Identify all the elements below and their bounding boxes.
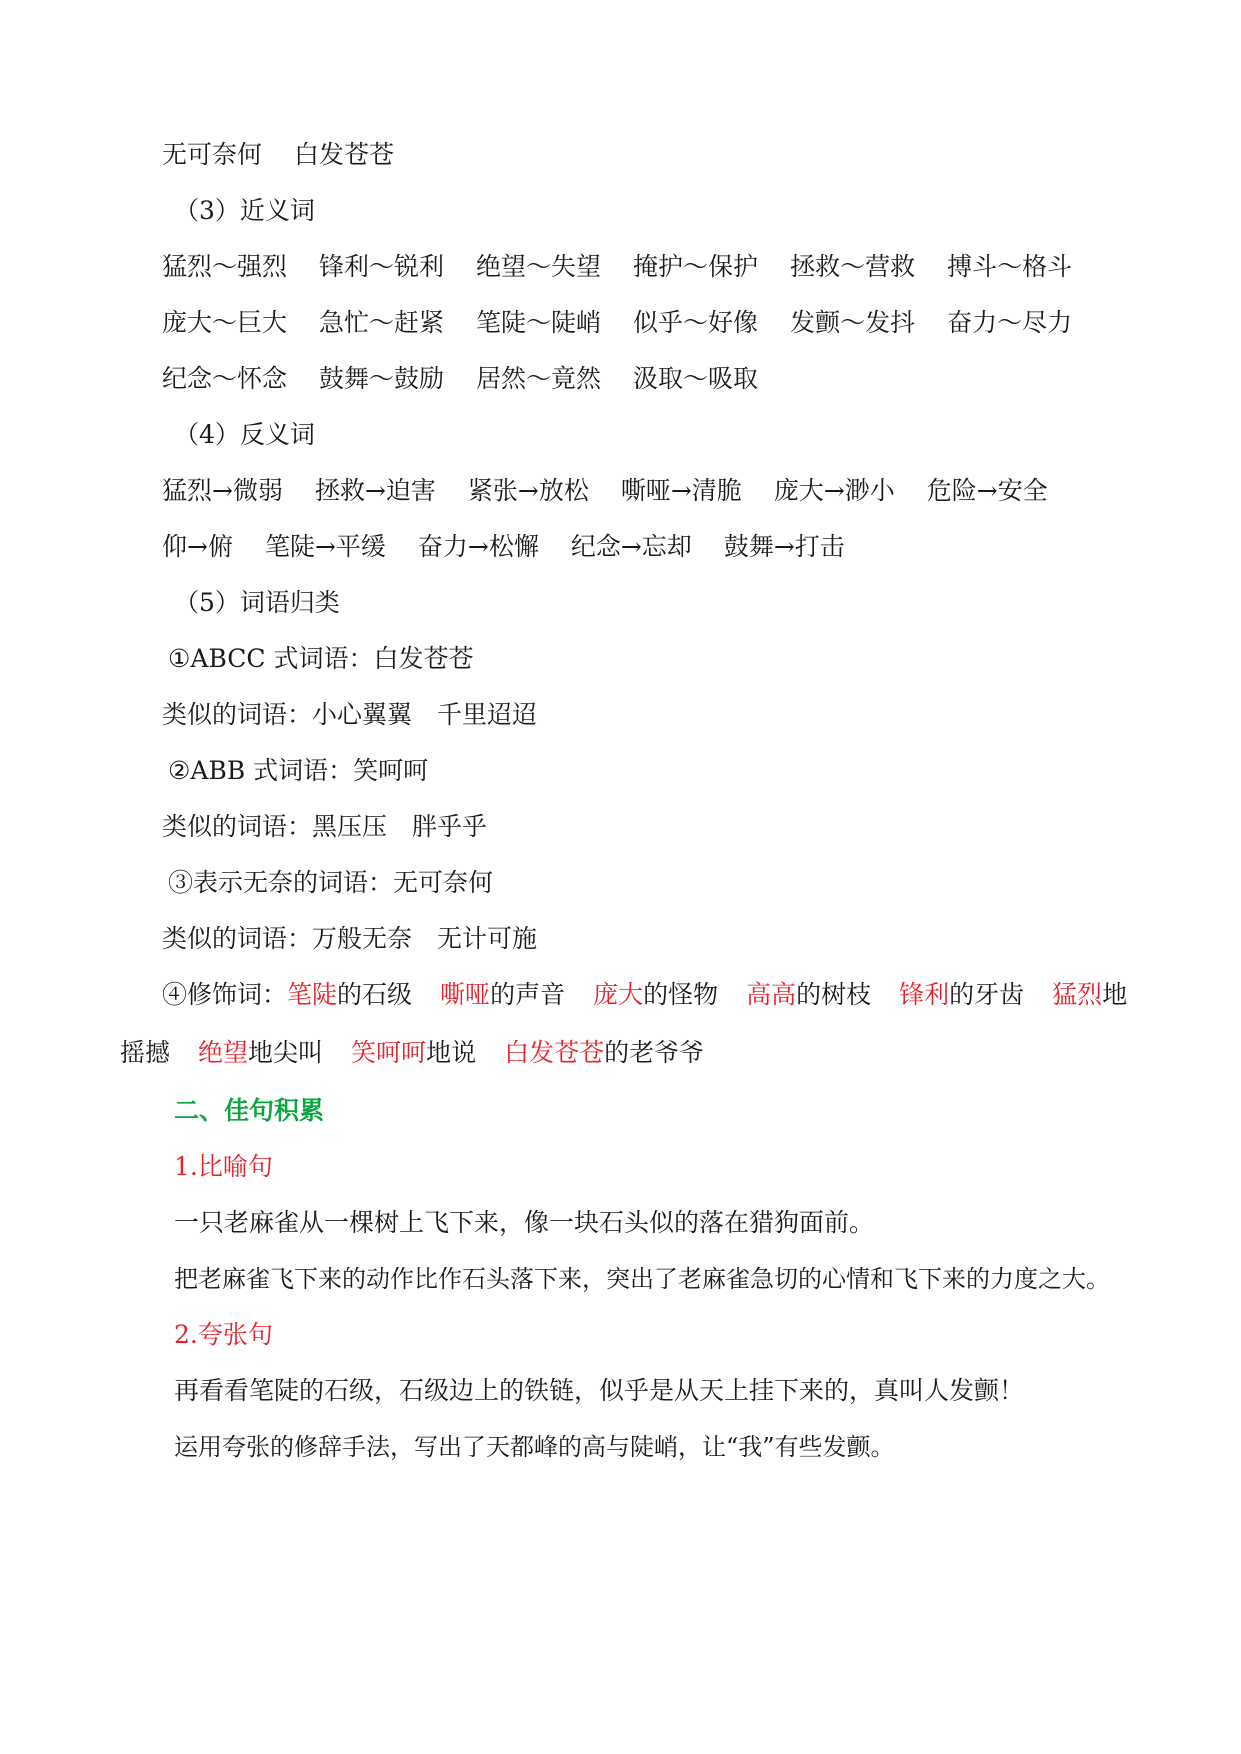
modifier-phrase — [198, 1038, 323, 1067]
modifier-rest: 地说 — [426, 1038, 477, 1067]
synonym-pair: 绝望～失望 — [476, 252, 602, 281]
modifier-highlight: 笑呵呵 — [351, 1038, 427, 1067]
classify-item-helpless: ③表示无奈的词语：无可奈何 — [168, 868, 494, 897]
classify-heading: （5）词语归类 — [174, 588, 340, 617]
word: 白发苍苍 — [294, 140, 395, 169]
modifier-phrase — [287, 980, 412, 1009]
antonym-pair: 笔陡→平缓 — [264, 532, 386, 561]
metaphor-sentence: 一只老麻雀从一棵树上飞下来，像一块石头似的落在猎狗面前。 — [174, 1208, 875, 1237]
antonyms-row-2 — [162, 530, 845, 564]
modifiers-line-2 — [120, 1036, 704, 1070]
synonym-pair: 发颤～发抖 — [790, 308, 916, 337]
synonym-pair: 汲取～吸取 — [633, 364, 759, 393]
modifier-highlight: 笔陡 — [287, 980, 338, 1009]
antonym-pair: 嘶哑→清脆 — [620, 476, 742, 505]
antonyms-row-1 — [162, 474, 1048, 508]
modifier-highlight: 绝望 — [198, 1038, 249, 1067]
modifier-phrase — [746, 980, 871, 1009]
modifier-rest: 地尖叫 — [248, 1038, 324, 1067]
modifier-highlight: 猛烈 — [1052, 980, 1103, 1009]
classify-item-abb: ②ABB 式词语：笑呵呵 — [168, 756, 429, 785]
synonym-pair: 纪念～怀念 — [162, 364, 288, 393]
modifier-rest: 地 — [1102, 980, 1128, 1009]
hyperbole-analysis: 运用夸张的修辞手法，写出了天都峰的高与陡峭，让“我”有些发颤。 — [174, 1433, 895, 1461]
antonym-pair: 奋力→松懈 — [417, 532, 539, 561]
synonym-pair: 庞大～巨大 — [162, 308, 288, 337]
top-words-line — [162, 138, 394, 172]
word: 无可奈何 — [162, 140, 263, 169]
hyperbole-label: 2.夸张句 — [174, 1320, 273, 1349]
modifier-rest: 的石级 — [337, 980, 413, 1009]
modifier-rest: 的声音 — [490, 980, 566, 1009]
synonym-pair: 急忙～赶紧 — [319, 308, 445, 337]
synonym-pair: 锋利～锐利 — [319, 252, 445, 281]
synonym-pair: 掩护～保护 — [633, 252, 759, 281]
classify-similar-abb: 类似的词语：黑压压 胖乎乎 — [162, 812, 488, 841]
modifier-phrase — [440, 980, 565, 1009]
classify-similar-helpless: 类似的词语：万般无奈 无计可施 — [162, 924, 538, 953]
metaphor-label: 1.比喻句 — [174, 1152, 273, 1181]
antonym-pair: 危险→安全 — [926, 476, 1048, 505]
synonym-pair: 居然～竟然 — [476, 364, 602, 393]
modifiers-label: ④修饰词： — [162, 980, 288, 1009]
modifier-highlight: 锋利 — [899, 980, 950, 1009]
modifier-highlight: 高高 — [746, 980, 797, 1009]
antonym-pair: 仰→俯 — [162, 532, 233, 561]
modifier-phrase — [899, 980, 1024, 1009]
synonym-pair: 搏斗～格斗 — [947, 252, 1073, 281]
modifier-highlight: 白发苍苍 — [504, 1038, 605, 1067]
section-2-title: 二、佳句积累 — [174, 1096, 325, 1125]
antonym-pair: 纪念→忘却 — [570, 532, 692, 561]
synonym-pair: 似乎～好像 — [633, 308, 759, 337]
antonym-pair: 猛烈→微弱 — [162, 476, 283, 505]
modifier-phrase — [351, 1038, 476, 1067]
antonym-pair: 紧张→放松 — [467, 476, 589, 505]
modifier-highlight: 嘶哑 — [440, 980, 491, 1009]
synonym-pair: 拯救～营救 — [790, 252, 916, 281]
synonym-pair: 奋力～尽力 — [947, 308, 1073, 337]
synonyms-row-1 — [162, 250, 1072, 284]
synonym-pair: 猛烈～强烈 — [162, 252, 288, 281]
metaphor-analysis: 把老麻雀飞下来的动作比作石头落下来，突出了老麻雀急切的心情和飞下来的力度之大。 — [174, 1265, 1110, 1293]
synonym-pair: 笔陡～陡峭 — [476, 308, 602, 337]
modifier-highlight: 庞大 — [593, 980, 644, 1009]
antonym-pair: 庞大→渺小 — [773, 476, 895, 505]
synonyms-row-2 — [162, 306, 1072, 340]
modifier-continuation: 摇撼 — [120, 1038, 171, 1067]
antonym-pair: 鼓舞→打击 — [723, 532, 845, 561]
antonym-pair: 拯救→迫害 — [314, 476, 436, 505]
modifier-rest: 的树枝 — [796, 980, 872, 1009]
modifier-phrase — [593, 980, 718, 1009]
modifier-rest: 的怪物 — [643, 980, 719, 1009]
synonyms-heading: （3）近义词 — [174, 196, 315, 225]
modifier-phrase — [504, 1038, 704, 1067]
modifiers-line-1 — [162, 978, 1127, 1012]
modifier-rest: 的牙齿 — [949, 980, 1025, 1009]
synonym-pair: 鼓舞～鼓励 — [319, 364, 445, 393]
modifier-rest: 的老爷爷 — [604, 1038, 705, 1067]
synonyms-row-3 — [162, 362, 758, 396]
classify-item-abcc: ①ABCC 式词语：白发苍苍 — [168, 644, 474, 673]
antonyms-heading: （4）反义词 — [174, 420, 315, 449]
classify-similar-abcc: 类似的词语：小心翼翼 千里迢迢 — [162, 700, 538, 729]
modifier-phrase — [1052, 980, 1127, 1009]
hyperbole-sentence: 再看看笔陡的石级，石级边上的铁链，似乎是从天上挂下来的，真叫人发颤！ — [174, 1376, 1025, 1405]
